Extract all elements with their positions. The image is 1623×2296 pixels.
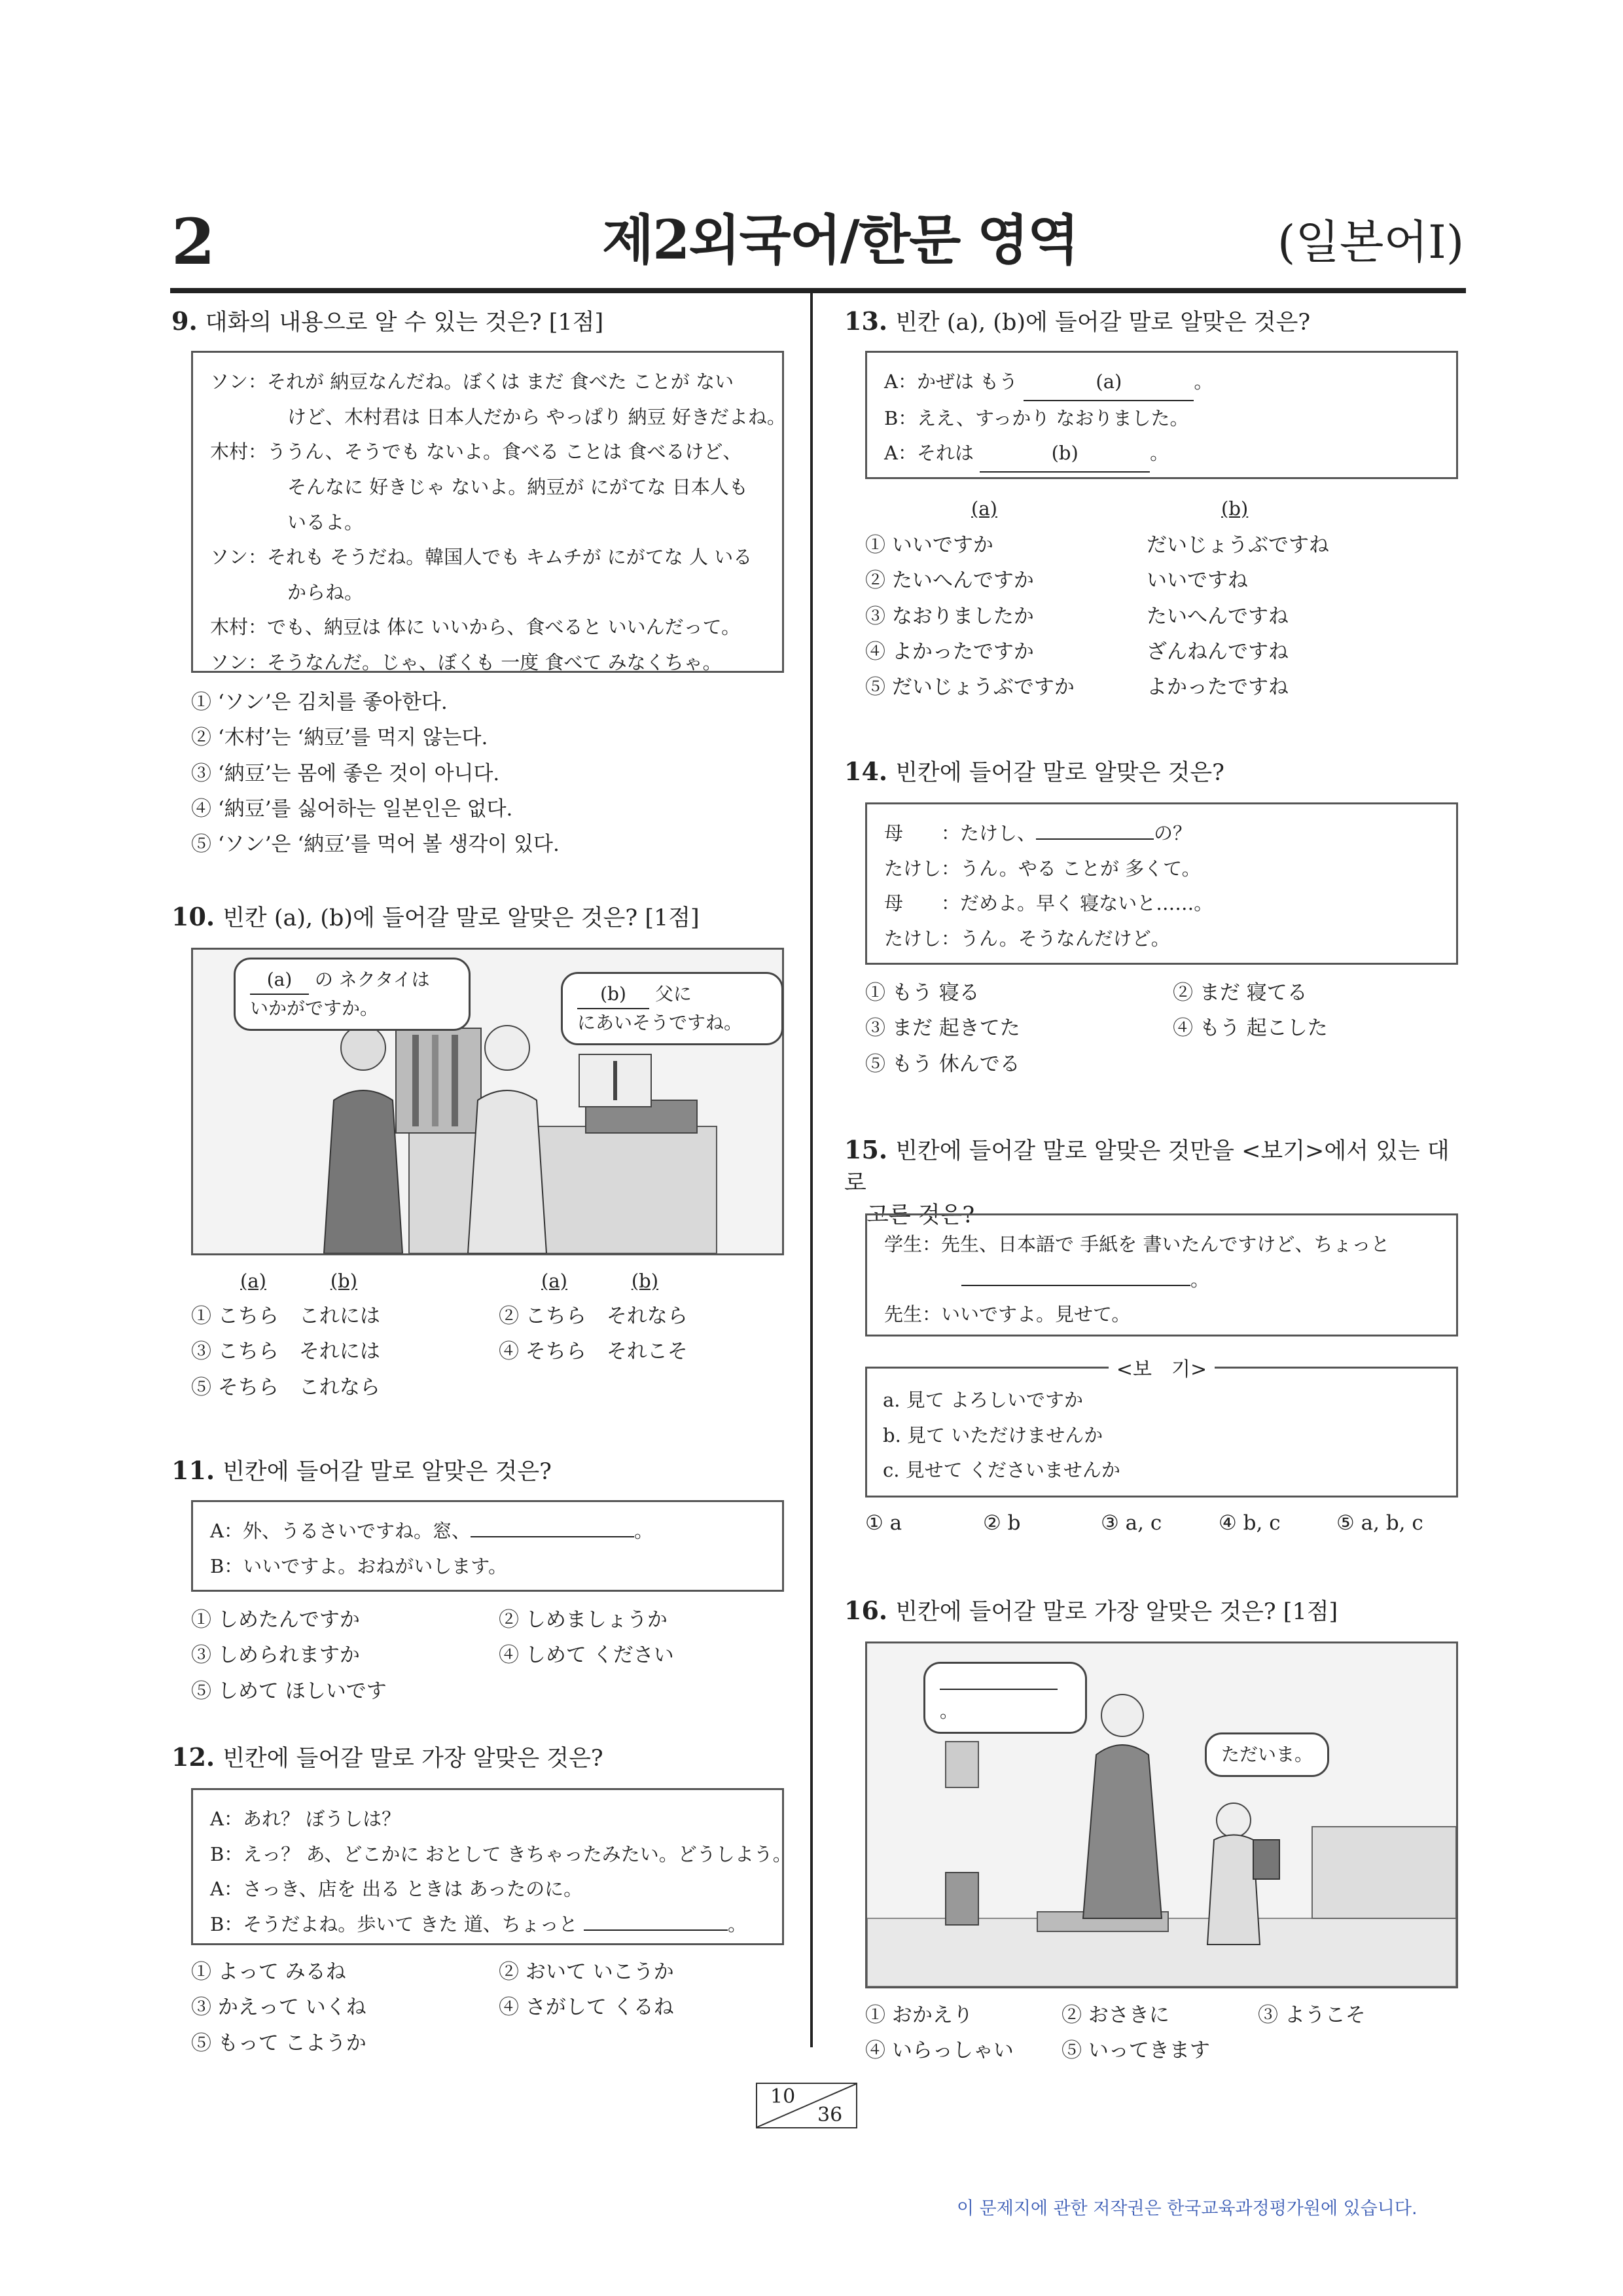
q14-option-4[interactable]: ④ もう 起こした: [1173, 1016, 1328, 1041]
q12-prompt: 12. 빈칸에 들어갈 말로 가장 알맞은 것은?: [171, 1742, 603, 1772]
q16-options: [865, 1998, 1454, 2069]
q16-prompt: 16. 빈칸에 들어갈 말로 가장 알맞은 것은? [1점]: [844, 1596, 1338, 1625]
q13-col-a: (a): [971, 497, 997, 520]
q15-option-3[interactable]: ③ a, c: [1101, 1511, 1162, 1535]
q10-col-header-right: (a) (b): [541, 1270, 659, 1292]
q15-bogi-box: <보 기> a. 見て よろしいですか b. 見て いただけませんか c. 見せて くださいませんか: [865, 1367, 1458, 1498]
q10-options: [191, 1299, 806, 1405]
q9-prompt: 9. 대화의 내용으로 알 수 있는 것은? [1점]: [171, 306, 604, 336]
q11-option-3[interactable]: ③ しめられますか: [191, 1643, 360, 1668]
q12-option-4[interactable]: ④ さがして くるね: [499, 1996, 674, 2020]
q14-option-2[interactable]: ② まだ 寝てる: [1173, 981, 1308, 1005]
page-number: 2: [171, 205, 215, 279]
q11-prompt: 11. 빈칸에 들어갈 말로 알맞은 것은?: [171, 1456, 552, 1485]
q10-prompt: 10. 빈칸 (a), (b)에 들어갈 말로 알맞은 것은? [1점]: [171, 902, 700, 931]
subject-label: (일본어Ⅰ): [1277, 215, 1465, 269]
q15-options: [865, 1505, 1480, 1541]
q9-option-1[interactable]: ① ‘ソン’은 김치를 좋아한다.: [191, 691, 448, 714]
q10-option-1[interactable]: ① こちら これには: [191, 1304, 380, 1328]
page-counter: [756, 2083, 857, 2128]
q11-option-1[interactable]: ① しめたんですか: [191, 1608, 360, 1632]
q10-bubble-right: (b) 父に にあいそうですね。: [561, 972, 783, 1045]
q15-prompt: 15. 빈칸에 들어갈 말로 알맞은 것만을 <보기>에서 있는 대로 고른 것은?: [844, 1135, 1450, 1229]
q11-option-4[interactable]: ④ しめて ください: [499, 1643, 674, 1668]
q15-option-1[interactable]: ① a: [865, 1511, 902, 1535]
q16-option-4[interactable]: ④ いらっしゃい: [865, 2039, 1014, 2063]
q16-option-3[interactable]: ③ ようこそ: [1258, 2003, 1366, 2027]
q12-dialogue-box: A：あれ？ ぼうしは？ B：えっ？ あ、どこかに おとして きちゃったみたい。どうしよう。 A：さっき、店を 出る ときは あったのに。 B：そうだよね。歩いて きた 道、ちょっと 。: [191, 1788, 784, 1945]
q13-option-1[interactable]: ① いいですか: [865, 533, 993, 557]
q11-dialogue-box: A：外、うるさいですね。窓、 。 B：いいですよ。おねがいします。: [191, 1500, 784, 1592]
q14-dialogue-box: 母 ：たけし、 の？ たけし：うん。やる ことが 多くて。 母 ：だめよ。早く 寝ないと……。 たけし：うん。そうなんだけど。: [865, 802, 1458, 965]
q10-bubble-left: (a) の ネクタイは いかがですか。: [234, 958, 471, 1031]
q9-options: [191, 685, 560, 862]
q10-option-3[interactable]: ③ こちら それには: [191, 1340, 380, 1364]
page-total: 36: [817, 2104, 843, 2126]
q13-col-b: (b): [1221, 497, 1249, 520]
header-rule: [170, 288, 1466, 293]
page-current: 10: [770, 2085, 796, 2108]
column-divider: [810, 293, 813, 2047]
q13-prompt: 13. 빈칸 (a), (b)에 들어갈 말로 알맞은 것은?: [844, 306, 1311, 336]
q13-options-a: [865, 528, 1075, 705]
q16-option-5[interactable]: ⑤ いってきます: [1061, 2039, 1210, 2063]
q14-options: [865, 975, 1480, 1082]
q9-option-2[interactable]: ② ‘木村’는 ‘納豆’를 먹지 않는다.: [191, 726, 488, 750]
q13-option-3[interactable]: ③ なおりましたか: [865, 604, 1034, 628]
q16-bubble-right: ただいま。: [1205, 1732, 1329, 1777]
q9-dialogue-box: ソン：それが 納豆なんだね。ぼくは まだ 食べた ことが ない けど、木村君は 日本人だから やっぱり 納豆 好きだよね。 木村：ううん、そうでも ないよ。食べる ことは 食べるけど、 そんなに 好きじゃ ないよ。納豆が にがてな 日本人も いるよ。 ソン：それも そうだね。韓国人でも キムチが にがてな 人 いる からね。 木村：でも、納豆は 体に いいから、食べると いいんだって。 ソン：そうなんだ。じゃ、ぼくも 一度 食べて みなくちゃ。: [191, 351, 784, 673]
q15-bogi-title: <보 기>: [1109, 1358, 1215, 1381]
q14-option-5[interactable]: ⑤ もう 休んでる: [865, 1052, 1020, 1076]
q12-options: [191, 1954, 806, 2061]
q11-options: [191, 1602, 806, 1709]
q9-option-4[interactable]: ④ ‘納豆’를 싫어하는 일본인은 없다.: [191, 797, 513, 821]
q12-option-1[interactable]: ① よって みるね: [191, 1960, 346, 1984]
q13-option-2[interactable]: ② たいへんですか: [865, 569, 1034, 593]
q15-option-5[interactable]: ⑤ a, b, c: [1336, 1511, 1423, 1535]
q10-option-4[interactable]: ④ そちら それこそ: [499, 1340, 688, 1364]
copyright-notice: 이 문제지에 관한 저작권은 한국교육과정평가원에 있습니다.: [957, 2198, 1418, 2219]
q10-col-header-left: (a) (b): [240, 1270, 358, 1292]
q15-dialogue-box: 学生：先生、日本語で 手紙を 書いたんですけど、ちょっと 。 先生：いいですよ。見せて。: [865, 1213, 1458, 1336]
q9-option-3[interactable]: ③ ‘納豆’는 몸에 좋은 것이 아니다.: [191, 761, 500, 785]
q15-option-2[interactable]: ② b: [983, 1511, 1021, 1535]
q10-option-2[interactable]: ② こちら それなら: [499, 1304, 688, 1328]
q14-option-3[interactable]: ③ まだ 起きてた: [865, 1016, 1020, 1041]
page-title: 제2외국어/한문 영역: [602, 209, 1079, 272]
q14-prompt: 14. 빈칸에 들어갈 말로 알맞은 것은?: [844, 757, 1224, 786]
q11-option-5[interactable]: ⑤ しめて ほしいです: [191, 1679, 387, 1703]
q13-dialogue-box: A：かぜは もう (a) 。 B：ええ、すっかり なおりました。 A：それは (b) 。: [865, 351, 1458, 479]
q13-options-b: だいじょうぶですね いいですね たいへんですね ざんねんですね よかったですね: [1147, 533, 1329, 699]
q13-option-4[interactable]: ④ よかったですか: [865, 639, 1034, 664]
q12-option-3[interactable]: ③ かえって いくね: [191, 1996, 366, 2020]
q16-option-2[interactable]: ② おさきに: [1061, 2003, 1169, 2027]
q13-option-5[interactable]: ⑤ だいじょうぶですか: [865, 675, 1075, 699]
q12-option-5[interactable]: ⑤ もって こようか: [191, 2031, 366, 2055]
q12-option-2[interactable]: ② おいて いこうか: [499, 1960, 674, 1984]
q15-option-4[interactable]: ④ b, c: [1219, 1511, 1281, 1535]
q9-option-5[interactable]: ⑤ ‘ソン’은 ‘納豆’를 먹어 볼 생각이 있다.: [191, 833, 560, 856]
q16-bubble-left: 。: [923, 1662, 1087, 1734]
q14-option-1[interactable]: ① もう 寝る: [865, 981, 980, 1005]
q11-option-2[interactable]: ② しめましょうか: [499, 1608, 668, 1632]
q16-illustration: [865, 1641, 1458, 1988]
q10-illustration: [191, 948, 784, 1255]
q10-option-5[interactable]: ⑤ そちら これなら: [191, 1375, 380, 1399]
q16-option-1[interactable]: ① おかえり: [865, 2003, 973, 2027]
